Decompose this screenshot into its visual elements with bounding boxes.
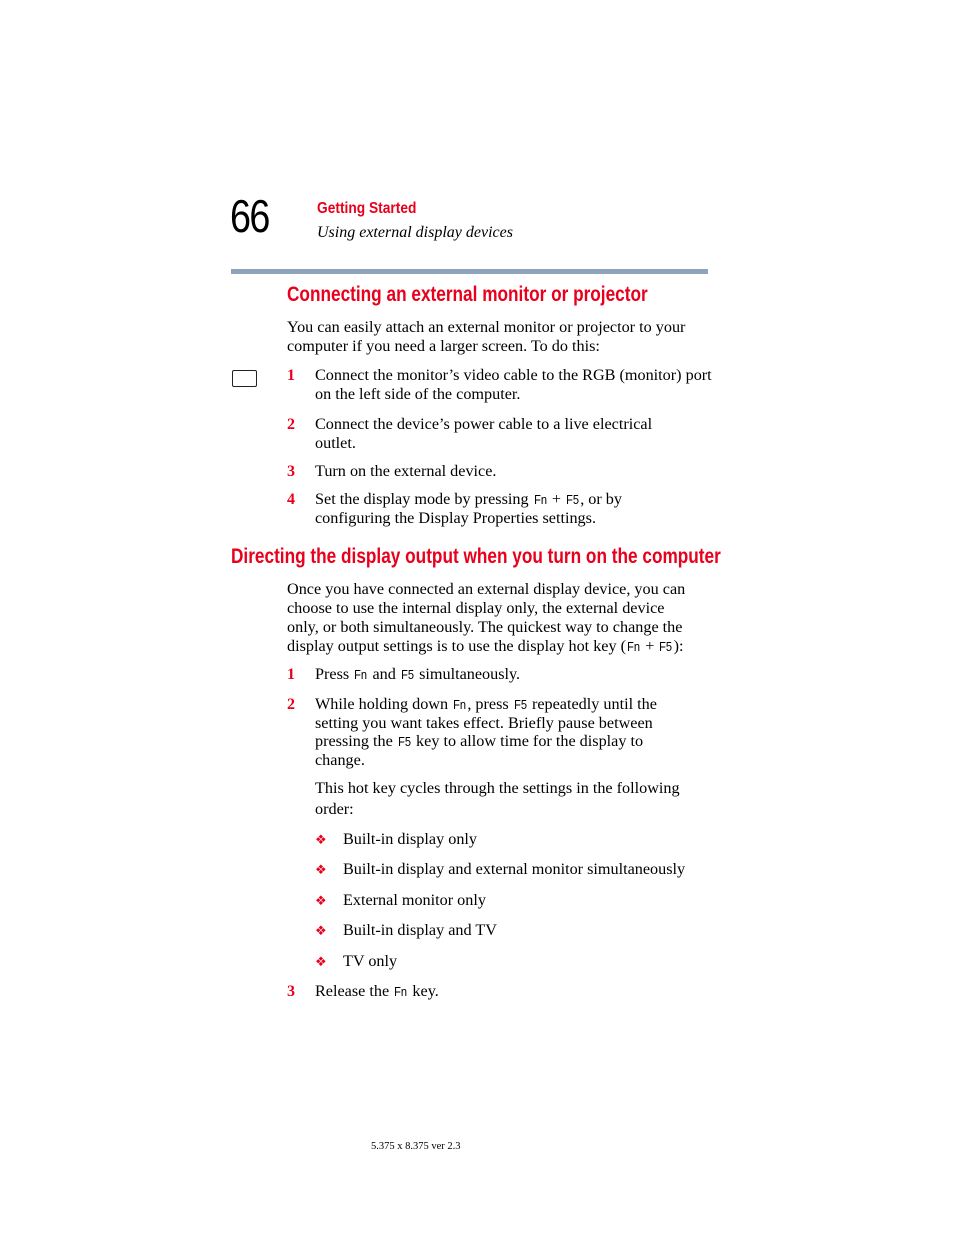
step-number: 1 bbox=[287, 367, 295, 384]
step-text: outlet. bbox=[315, 434, 356, 452]
section-subtitle: Using external display devices bbox=[317, 224, 513, 241]
intro-text-part: ): bbox=[673, 637, 684, 655]
key-fn: Fn bbox=[453, 697, 467, 712]
key-f5: F5 bbox=[401, 667, 414, 682]
intro-line: Once you have connected an external display device, you can bbox=[287, 580, 686, 598]
intro-line bbox=[287, 637, 683, 656]
step-text: Connect the monitor’s video cable to the RGB (monitor) port bbox=[315, 366, 712, 384]
step-text-part: key. bbox=[408, 982, 439, 1000]
diamond-bullet-icon: ❖ bbox=[315, 954, 327, 969]
note-line: This hot key cycles through the settings in the following bbox=[315, 779, 680, 797]
step-text-part: , press bbox=[467, 695, 513, 713]
key-fn: Fn bbox=[354, 667, 368, 682]
list-item: Built-in display only bbox=[343, 830, 477, 848]
step-number: 1 bbox=[287, 666, 295, 683]
step-text-part: simultaneously. bbox=[415, 665, 521, 683]
step-text-part: Release the bbox=[315, 982, 394, 1000]
key-f5: F5 bbox=[397, 734, 411, 749]
header-divider bbox=[231, 269, 708, 274]
step-text: configuring the Display Properties settings. bbox=[315, 509, 596, 527]
step-text bbox=[315, 982, 439, 1001]
step-number: 3 bbox=[287, 463, 295, 480]
key-f5: F5 bbox=[566, 492, 580, 507]
page-footer: 5.375 x 8.375 ver 2.3 bbox=[371, 1141, 461, 1152]
key-fn: Fn bbox=[627, 639, 641, 654]
diamond-bullet-icon: ❖ bbox=[315, 923, 327, 938]
intro-text-part: display output settings is to use the display hot key ( bbox=[287, 637, 627, 655]
step-text bbox=[315, 732, 643, 751]
list-item: TV only bbox=[343, 952, 398, 970]
section-heading-directing: Directing the display output when you turn on the computer bbox=[231, 545, 721, 568]
page-number: 66 bbox=[230, 190, 269, 242]
step-text-part: Press bbox=[315, 665, 354, 683]
step-text bbox=[315, 695, 657, 714]
step-text-part: key to allow time for the display to bbox=[412, 732, 644, 750]
step-number: 4 bbox=[287, 491, 295, 508]
chapter-title: Getting Started bbox=[317, 200, 417, 217]
key-f5: F5 bbox=[513, 697, 527, 712]
step-number: 2 bbox=[287, 416, 295, 433]
step-number: 3 bbox=[287, 983, 295, 1000]
intro-line: You can easily attach an external monitor or projector to your bbox=[287, 318, 686, 336]
list-item: Built-in display and TV bbox=[343, 921, 497, 939]
step-text bbox=[315, 665, 520, 684]
step-text-part: , or by bbox=[580, 490, 622, 508]
note-line: order: bbox=[315, 800, 354, 818]
key-fn: Fn bbox=[394, 984, 408, 999]
diamond-bullet-icon: ❖ bbox=[315, 862, 327, 877]
step-text-part: and bbox=[368, 665, 400, 683]
diamond-bullet-icon: ❖ bbox=[315, 893, 327, 908]
step-text: on the left side of the computer. bbox=[315, 385, 521, 403]
plus-sign: + bbox=[641, 637, 659, 655]
step-text: Connect the device’s power cable to a live electrical bbox=[315, 415, 653, 433]
list-item: External monitor only bbox=[343, 891, 486, 909]
intro-line: computer if you need a larger screen. To do this: bbox=[287, 337, 600, 355]
intro-line: only, or both simultaneously. The quickest way to change the bbox=[287, 618, 683, 636]
diamond-bullet-icon: ❖ bbox=[315, 832, 327, 847]
step-text: Turn on the external device. bbox=[315, 462, 497, 480]
monitor-icon bbox=[232, 370, 257, 387]
step-text: setting you want takes effect. Briefly pause between bbox=[315, 714, 653, 732]
step-text bbox=[315, 490, 622, 509]
intro-line: choose to use the internal display only, the external device bbox=[287, 599, 665, 617]
step-text-part: Set the display mode by pressing bbox=[315, 490, 533, 508]
step-text: change. bbox=[315, 751, 365, 769]
plus-sign: + bbox=[547, 490, 566, 508]
step-text-part: While holding down bbox=[315, 695, 453, 713]
key-f5: F5 bbox=[659, 639, 673, 654]
step-text-part: repeatedly until the bbox=[527, 695, 657, 713]
step-text-part: pressing the bbox=[315, 732, 397, 750]
key-fn: Fn bbox=[533, 492, 547, 507]
section-heading-connecting: Connecting an external monitor or projector bbox=[287, 283, 648, 306]
list-item: Built-in display and external monitor simultaneously bbox=[343, 860, 686, 878]
step-number: 2 bbox=[287, 696, 295, 713]
